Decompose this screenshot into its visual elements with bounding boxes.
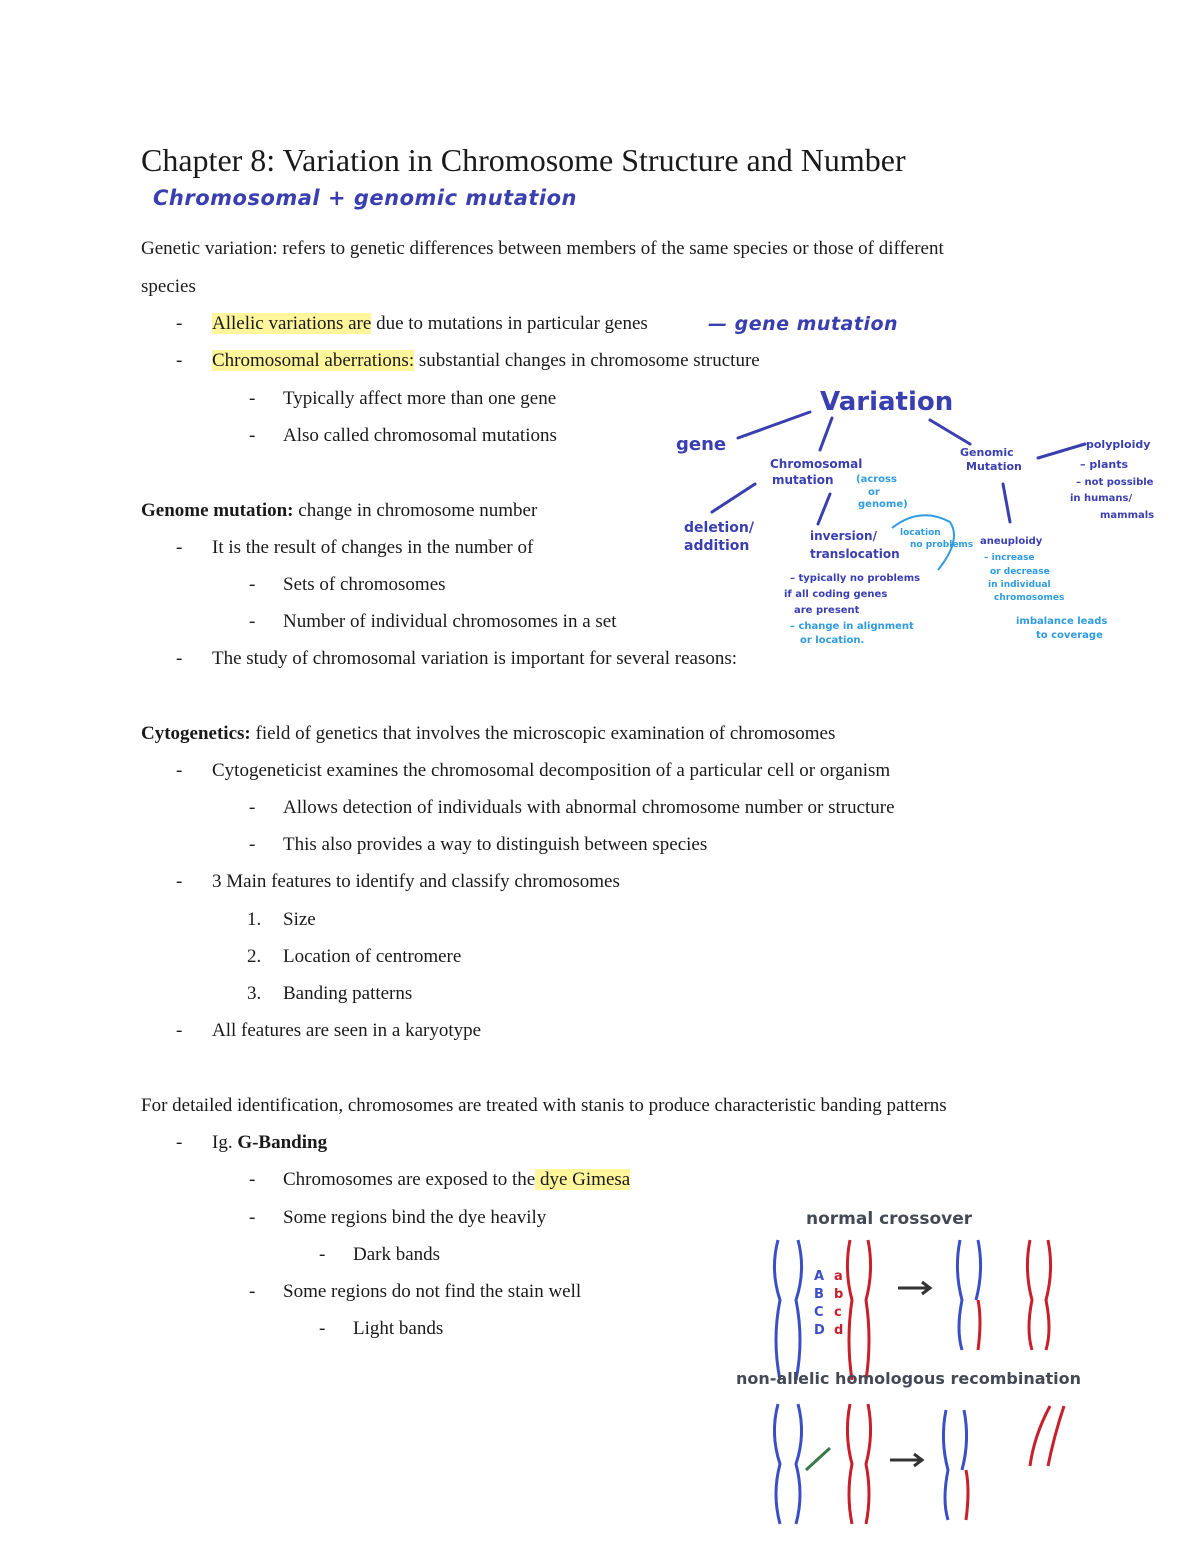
highlight-chromosomal: Chromosomal aberrations:	[212, 350, 415, 371]
sub-bullet-dash: -	[249, 1169, 256, 1190]
numbered-item-banding: Banding patterns	[283, 983, 413, 1004]
heavy-line: Some regions bind the dye heavily	[283, 1207, 547, 1228]
sub-bullet-dash: -	[249, 388, 256, 409]
chromosome-red	[978, 1300, 980, 1350]
mindmap-gene: gene	[676, 434, 727, 455]
chromosome-red	[966, 1470, 968, 1520]
ig-prefix: Ig.	[212, 1132, 238, 1153]
cyto-item-1: Cytogeneticist examines the chromosomal decomposition of a particular cell or organism	[212, 760, 891, 781]
labels-red	[834, 1269, 843, 1338]
g-banding	[212, 1132, 327, 1154]
mindmap-del-1: deletion/	[684, 520, 754, 536]
sub-bullet-dash: -	[249, 611, 256, 632]
sub-bullet-dash: -	[249, 1207, 256, 1228]
mindmap-root: Variation	[820, 387, 954, 417]
dye-prefix: Chromosomes are exposed to the	[283, 1169, 536, 1190]
bullet-chromosomal	[212, 350, 760, 372]
genome-item-4: The study of chromosomal variation is important for several reasons:	[212, 648, 738, 669]
genome-def: change in chromosome number	[293, 500, 538, 521]
cyto-item-2: Allows detection of individuals with abnormal chromosome number or structure	[283, 797, 895, 818]
mindmap-aneu-5: chromosomes	[994, 593, 1065, 603]
chromosome-blue	[774, 1240, 801, 1380]
cytogenetics-def	[141, 723, 835, 745]
numbered-item-size: Size	[283, 909, 316, 930]
mindmap-paren-3: genome)	[858, 499, 908, 510]
nahr-pair-before	[774, 1404, 870, 1524]
notbind-line: Some regions do not find the stain well	[283, 1281, 582, 1302]
page-title: Chapter 8: Variation in Chromosome Structure and Number	[141, 142, 906, 178]
sub-bullet-also-called: Also called chromosomal mutations	[283, 425, 557, 446]
variation-mindmap	[660, 372, 1200, 662]
mindmap-loc-1: location	[900, 528, 941, 538]
sub-sub-bullet-dash: -	[319, 1318, 326, 1339]
mindmap-aneu-2: – increase	[984, 553, 1035, 563]
cyto-item-4: 3 Main features to identify and classify chromosomes	[212, 871, 620, 892]
numbered-item-centromere: Location of centromere	[283, 946, 462, 967]
label-A: A	[814, 1269, 825, 1284]
chromosome-red	[1027, 1240, 1050, 1350]
normal-crossover-title: normal crossover	[806, 1209, 973, 1229]
mindmap-inv-2: translocation	[810, 547, 900, 561]
mindmap-del-2: addition	[684, 538, 750, 554]
mindmap-poly-4: in humans/	[1070, 493, 1133, 504]
genome-item-3: Number of individual chromosomes in a set	[283, 611, 617, 632]
mindmap-paren-1: (across	[856, 474, 897, 485]
bullet-allelic-text: due to mutations in particular genes	[371, 313, 648, 334]
dye-line	[283, 1169, 630, 1191]
mindmap-poly-1: polyploidy	[1086, 438, 1151, 451]
mindmap-paren-2: or	[868, 487, 880, 498]
handwritten-gene-mutation: — gene mutation	[708, 313, 899, 335]
highlight-allelic: Allelic variations are	[212, 313, 372, 334]
arrow-icon	[898, 1282, 930, 1294]
mindmap-genomic-2: Mutation	[966, 460, 1022, 473]
g-banding-term: G-Banding	[237, 1132, 328, 1153]
genome-term: Genome mutation:	[141, 500, 294, 521]
mindmap-inv-6: – change in alignment	[790, 621, 914, 632]
label-D: D	[814, 1323, 825, 1338]
label-B: B	[814, 1287, 824, 1302]
mindmap-imb-2: to coverage	[1036, 630, 1103, 641]
nahr-title: non-allelic homologous recombination	[736, 1369, 1082, 1388]
bullet-dash: -	[176, 760, 183, 781]
label-b: b	[834, 1287, 844, 1302]
genome-mutation-def	[141, 500, 537, 522]
sub-bullet-dash: -	[249, 425, 256, 446]
crossover-diagram	[730, 1200, 1130, 1530]
mindmap-dark-text	[676, 387, 1154, 616]
arrow-icon	[890, 1454, 922, 1466]
mindmap-inv-7: or location.	[800, 635, 865, 646]
sub-bullet-dash: -	[249, 1281, 256, 1302]
light-bands: Light bands	[353, 1318, 444, 1339]
mindmap-chrom-1: Chromosomal	[770, 457, 863, 471]
bullet-dash: -	[176, 648, 183, 669]
bullet-dash: -	[176, 537, 183, 558]
bullet-dash: -	[176, 871, 183, 892]
mindmap-imb-1: imbalance leads	[1016, 616, 1108, 627]
sub-bullet-typically: Typically affect more than one gene	[283, 388, 557, 409]
cyto-def: field of genetics that involves the microscopic examination of chromosomes	[250, 723, 836, 744]
bullet-allelic	[212, 313, 648, 335]
mindmap-inv-5: are present	[794, 605, 860, 616]
highlight-dye: dye Gimesa	[535, 1169, 631, 1190]
numbered-marker: 1.	[247, 909, 262, 930]
sub-bullet-dash: -	[249, 797, 256, 818]
dark-bands: Dark bands	[353, 1244, 441, 1265]
mindmap-chrom-2: mutation	[772, 473, 834, 487]
intro-line-2: species	[141, 276, 196, 297]
nahr-pair-after	[943, 1406, 1064, 1520]
cyto-last: All features are seen in a karyotype	[212, 1020, 482, 1041]
bullet-dash: -	[176, 350, 183, 371]
cyto-term: Cytogenetics:	[141, 723, 251, 744]
genome-item-2: Sets of chromosomes	[283, 574, 446, 595]
mindmap-poly-2: – plants	[1080, 458, 1129, 471]
chromosome-red	[1030, 1406, 1064, 1466]
numbered-marker: 3.	[247, 983, 262, 1004]
genome-item-1: It is the result of changes in the number of	[212, 537, 534, 558]
label-C: C	[814, 1305, 824, 1320]
normal-pair-after	[957, 1240, 1050, 1350]
gene-mutation-note: gene mutation	[734, 313, 899, 335]
mindmap-aneu-1: aneuploidy	[980, 536, 1043, 547]
mindmap-genomic-1: Genomic	[960, 446, 1014, 459]
cyto-item-3: This also provides a way to distinguish between species	[283, 834, 708, 855]
mindmap-inv-4: if all coding genes	[784, 589, 888, 600]
intro-line-1: Genetic variation: refers to genetic differences between members of the same species or those of different	[141, 238, 944, 259]
bullet-chromosomal-text: substantial changes in chromosome structure	[414, 350, 760, 371]
misalign-line	[806, 1448, 830, 1470]
mindmap-poly-5: mammals	[1100, 510, 1155, 521]
chromosome-blue	[957, 1240, 980, 1350]
chromosome-red	[847, 1240, 870, 1380]
mindmap-aneu-3: or decrease	[990, 567, 1050, 577]
chromosome-blue	[774, 1404, 801, 1524]
sub-bullet-dash: -	[249, 574, 256, 595]
numbered-marker: 2.	[247, 946, 262, 967]
mindmap-loc-2: no problems	[910, 540, 974, 550]
mindmap-inv-1: inversion/	[810, 529, 877, 543]
label-d: d	[834, 1323, 844, 1338]
label-a: a	[834, 1269, 843, 1284]
mindmap-inv-3: – typically no problems	[790, 573, 921, 584]
banding-intro: For detailed identification, chromosomes are treated with stanis to produce characteristic banding patterns	[141, 1095, 947, 1116]
bullet-dash: -	[176, 1020, 183, 1041]
mindmap-aneu-4: in individual	[988, 580, 1051, 590]
chromosome-red	[847, 1404, 870, 1524]
handwritten-subtitle: Chromosomal + genomic mutation	[153, 186, 577, 210]
mindmap-poly-3: – not possible	[1076, 477, 1154, 488]
bullet-dash: -	[176, 313, 183, 334]
sub-bullet-dash: -	[249, 834, 256, 855]
label-c: c	[834, 1305, 842, 1320]
chromosome-blue	[943, 1410, 966, 1520]
labels-blue	[814, 1269, 825, 1338]
sub-sub-bullet-dash: -	[319, 1244, 326, 1265]
bullet-dash: -	[176, 1132, 183, 1153]
